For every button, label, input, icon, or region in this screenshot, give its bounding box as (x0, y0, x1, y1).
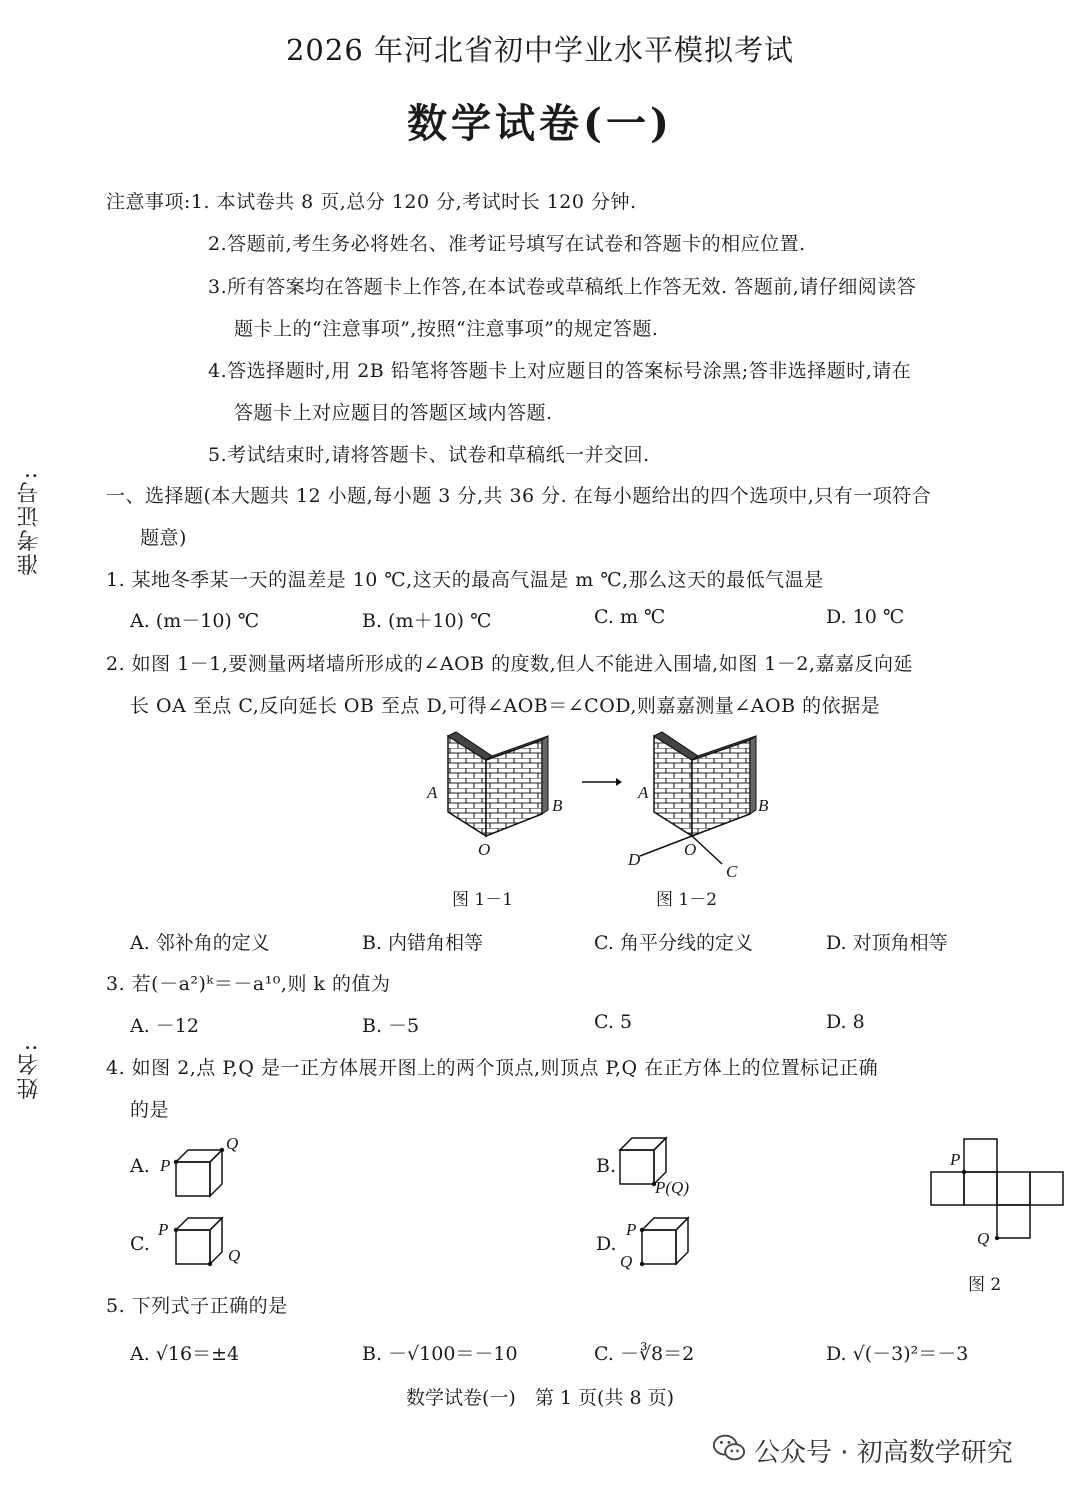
cube-a-label-q: Q (226, 1134, 239, 1153)
fig2-label-a: A (638, 783, 649, 802)
exam-title: 2026 年河北省初中学业水平模拟考试 (285, 33, 795, 67)
section-heading-cont: 题意) (140, 527, 187, 549)
section-heading: 一、选择题(本大题共 12 小题,每小题 3 分,共 36 分. 在每小题给出的四个选项中,只有一项符合 (106, 485, 932, 507)
fig2-caption: 图 1－2 (656, 890, 718, 910)
q2-option-c: C. 角平分线的定义 (594, 932, 753, 954)
q4-stem-2: 的是 (130, 1099, 170, 1121)
cube-a (176, 1150, 226, 1200)
q2-option-d: D. 对顶角相等 (826, 932, 948, 954)
note-line-7: 5.考试结束时,请将答题卡、试卷和草稿纸一并交回. (208, 444, 650, 466)
wall-figure-2 (646, 728, 796, 878)
q2-stem-2: 长 OA 至点 C,反向延长 OB 至点 D,可得∠AOB＝∠COD,则嘉嘉测量∠AOB 的依据是 (130, 695, 881, 717)
cube-d-label-q: Q (620, 1252, 633, 1271)
q1-stem: 1. 某地冬季某一天的温差是 10 ℃,这天的最高气温是 m ℃,那么这天的最低气温是 (106, 569, 824, 591)
note-line-6: 答题卡上对应题目的答题区域内答题. (234, 402, 553, 424)
q5-option-b: B. －√100＝－10 (362, 1343, 518, 1365)
page-footer: 数学试卷(一) 第 1 页(共 8 页) (406, 1387, 674, 1409)
note-line-4: 题卡上的“注意事项”,按照“注意事项”的规定答题. (234, 318, 659, 340)
wall-figure-1 (430, 728, 580, 858)
q3-option-c: C. 5 (594, 1011, 633, 1033)
fig1-caption: 图 1－1 (452, 890, 514, 910)
note-line-3: 3.所有答案均在答题卡上作答,在本试卷或草稿纸上作答无效. 答题前,请仔细阅读答 (208, 276, 917, 298)
q3-option-a: A. －12 (130, 1015, 199, 1037)
note-line-2: 2.答题前,考生务必将姓名、准考证号填写在试卷和答题卡的相应位置. (208, 233, 806, 255)
fig2-caption: 图 2 (968, 1275, 1002, 1295)
paper-title: 数学试卷(一) (407, 100, 673, 147)
q5-option-c: C. －∛8＝2 (594, 1343, 695, 1365)
q4-stem-1: 4. 如图 2,点 P,Q 是一正方体展开图上的两个顶点,则顶点 P,Q 在正方体上的位置标记正确 (106, 1057, 879, 1079)
cube-c-label-q: Q (228, 1246, 241, 1265)
q1-option-c: C. m ℃ (594, 606, 666, 628)
q1-option-d: D. 10 ℃ (826, 606, 905, 628)
q4-option-a: A. (130, 1155, 150, 1177)
exam-id-label: 准考证号: (17, 470, 42, 576)
net-label-q: Q (977, 1229, 990, 1248)
q1-option-a: A. (m－10) ℃ (130, 610, 260, 632)
q4-option-b: B. (596, 1155, 617, 1177)
q1-option-b: B. (m＋10) ℃ (362, 610, 492, 632)
fig2-label-o: O (684, 840, 697, 859)
fig2-label-b: B (758, 796, 769, 815)
q5-stem: 5. 下列式子正确的是 (106, 1295, 288, 1317)
q3-option-d: D. 8 (826, 1011, 865, 1033)
cube-c-label-p: P (158, 1220, 169, 1239)
fig1-label-b: B (552, 796, 563, 815)
cube-d-label-p: P (626, 1220, 637, 1239)
q2-option-b: B. 内错角相等 (362, 932, 484, 954)
name-label: 姓名: (17, 1042, 42, 1100)
cube-a-label-p: P (160, 1156, 171, 1175)
watermark-text: 公众号 · 初高数学研究 (754, 1438, 1013, 1468)
cube-b-label-pq: P(Q) (655, 1178, 689, 1197)
q5-option-a: A. √16＝±4 (130, 1343, 240, 1365)
right-arrow-icon (582, 776, 622, 788)
q3-option-b: B. －5 (362, 1015, 420, 1037)
cube-c (176, 1218, 226, 1268)
fig2-label-c: C (726, 862, 738, 881)
q2-stem-1: 2. 如图 1－1,要测量两堵墙所形成的∠AOB 的度数,但人不能进入围墙,如图 1－2,嘉嘉反向延 (106, 653, 913, 675)
q5-option-d: D. √(－3)²＝－3 (826, 1343, 969, 1365)
fig1-label-a: A (427, 783, 438, 802)
q4-option-d: D. (596, 1233, 617, 1255)
q3-stem: 3. 若(－a²)ᵏ＝－a¹⁰,则 k 的值为 (106, 973, 391, 995)
wechat-icon (712, 1433, 746, 1463)
net-label-p: P (950, 1150, 961, 1169)
q2-option-a: A. 邻补角的定义 (130, 932, 270, 954)
note-line-5: 4.答选择题时,用 2B 铅笔将答题卡上对应题目的答案标号涂黑;答非选择题时,请在 (208, 360, 912, 382)
note-line-1: 注意事项:1. 本试卷共 8 页,总分 120 分,考试时长 120 分钟. (106, 191, 637, 213)
q4-option-c: C. (130, 1233, 150, 1255)
fig1-label-o: O (478, 840, 491, 859)
fig2-label-d: D (628, 850, 641, 869)
cube-d (642, 1218, 692, 1268)
